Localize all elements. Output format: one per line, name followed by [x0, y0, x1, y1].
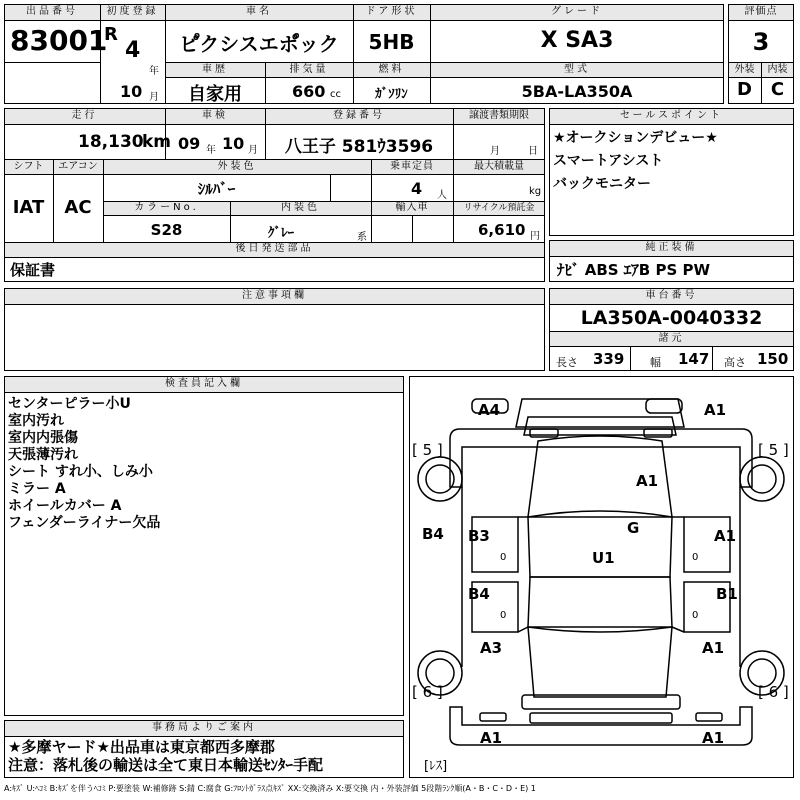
shift-label: シフト: [13, 161, 44, 172]
interior-color: ｸﾞﾚｰ: [268, 226, 294, 241]
damage-mark: A3: [480, 639, 503, 657]
legend: A:ｷｽﾞ U:ﾍｺﾐ B:ｷｽﾞを伴うﾍｺﾐ P:要塗装 W:補修跡 S:錆 C:腐食 G:ﾌﾛﾝﾄｶﾞﾗｽ点ｷｽﾞ XX:交換済み X:要交換 内・外装評価 5段階ﾗﾝｸ順(A・B・C・D・E) 1: [4, 784, 536, 793]
damage-mark: B4: [422, 525, 444, 543]
int-label: 内装: [767, 64, 788, 75]
equipment-label: 純正装備: [645, 242, 698, 253]
damage-mark: [ 5 ]: [758, 441, 789, 459]
lot-label: 出品番号: [26, 6, 78, 17]
diagram-zero: 0: [500, 610, 507, 621]
spec-label: 諸元: [658, 333, 685, 344]
int-grade: C: [770, 79, 785, 100]
history: 自家用: [188, 84, 242, 105]
inspector-block: [4, 376, 404, 716]
height-label: 高さ: [724, 356, 746, 369]
inspector-line: 室内汚れ: [8, 413, 64, 429]
notes-label: 注意事項欄: [242, 290, 307, 301]
ext-label: 外装: [734, 64, 755, 75]
name-label: 車名: [246, 6, 272, 17]
office-label: 事務局よりご案内: [152, 722, 256, 733]
displacement: 660: [292, 82, 326, 101]
damage-mark: A4: [478, 401, 501, 419]
displacement-unit: cc: [330, 89, 341, 100]
length: 339: [593, 350, 625, 368]
transfer-month-unit: 月: [490, 146, 500, 157]
interior-unit: 系: [357, 232, 367, 243]
inspector-line: ミラー A: [8, 481, 66, 497]
width: 147: [678, 350, 710, 368]
displacement-label: 排気量: [289, 64, 329, 75]
diagram-zero: 0: [500, 552, 507, 563]
damage-mark: [ 5 ]: [412, 441, 443, 459]
sales-label: セールスポイント: [619, 110, 724, 121]
office-line: ★多摩ヤード★出品車は東京都西多摩郡: [8, 738, 275, 756]
inspect-month: 10: [222, 134, 245, 153]
color-label: 外装色: [217, 161, 257, 172]
door-type: 5HB: [368, 30, 415, 54]
car-diagram: [409, 376, 794, 778]
inspector-label: 検査員記入欄: [165, 378, 243, 389]
damage-mark: [ 6 ]: [758, 683, 789, 701]
recycle-label: リサイクル預託金: [463, 203, 535, 213]
grade: X SA3: [540, 28, 614, 53]
inspector-line: 天張薄汚れ: [8, 447, 78, 463]
ac: AC: [64, 197, 92, 218]
width-label: 幅: [650, 356, 661, 369]
capacity: 4: [411, 179, 423, 198]
inspector-line: ホイールカバー A: [8, 498, 122, 514]
car-outline: [410, 377, 792, 776]
equipment: ﾅﾋﾞ ABS ｴｱB PS PW: [557, 261, 711, 279]
sales-line: ★オークションデビュー★: [553, 130, 718, 146]
height: 150: [757, 350, 789, 368]
inspect-year: 09: [178, 134, 201, 153]
damage-mark: A1: [714, 527, 737, 545]
colorno-label: カラーNo.: [134, 202, 199, 213]
reg-month: 10: [120, 82, 143, 101]
car-name: ピ゚クシスエポ゚ック: [179, 32, 339, 56]
body-color: ｼﾙﾊﾞｰ: [197, 180, 236, 198]
damage-mark: B3: [468, 527, 490, 545]
transfer-day-unit: 日: [528, 146, 538, 157]
history-label: 車歴: [202, 64, 228, 75]
capacity-unit: 人: [437, 190, 447, 201]
fuel-label: 燃料: [378, 64, 405, 75]
grade-label: グレード: [551, 6, 603, 17]
reg-era: R: [104, 24, 118, 45]
ext-grade: D: [737, 79, 752, 100]
inspect-month-unit: 月: [248, 145, 258, 156]
reg-label: 初度登録: [106, 6, 159, 17]
model: 5BA-LA350A: [521, 82, 633, 101]
mileage-label: 走行: [71, 110, 98, 121]
recycle-fee: 6,610: [478, 221, 526, 239]
recycle-unit: 円: [530, 231, 540, 242]
plate-number: 八王子 581ｳ3596: [284, 137, 434, 157]
diagram-zero: 0: [692, 610, 699, 621]
shift: IAT: [12, 197, 45, 218]
inspector-line: シート すれ小、しみ小: [8, 464, 153, 480]
import-label: 輸入車: [395, 202, 429, 213]
damage-mark: A1: [636, 472, 659, 490]
inspector-line: 室内内張傷: [8, 430, 78, 446]
later-label: 後日発送部品: [235, 243, 314, 254]
sales-line: スマートアシスト: [553, 153, 664, 169]
model-label: 型式: [564, 64, 590, 75]
capacity-label: 乗車定員: [390, 161, 434, 172]
door-label: ドア形状: [365, 6, 418, 17]
interior-label: 内装色: [281, 202, 320, 213]
damage-mark: A1: [480, 729, 503, 747]
chassis-number: LA350A-0040332: [580, 307, 763, 329]
sales-block: [549, 108, 794, 236]
sales-line: バックモニター: [553, 176, 651, 192]
fuel: ｶﾞｿﾘﾝ: [375, 87, 408, 102]
score: 3: [752, 28, 770, 56]
transfer-label: 譲渡書類期限: [469, 110, 529, 121]
damage-mark: U1: [592, 549, 615, 567]
damage-mark: A1: [702, 729, 725, 747]
inspect-year-unit: 年: [206, 145, 216, 156]
lot-number: 83001: [10, 24, 108, 57]
mileage: 18,130: [78, 132, 144, 152]
length-label: 長さ: [556, 356, 578, 369]
load-label: 最大積載量: [474, 161, 524, 172]
inspector-line: フェンダーライナー欠品: [8, 515, 161, 531]
mileage-unit: km: [142, 132, 172, 152]
damage-mark: [ 6 ]: [412, 683, 443, 701]
score-label: 評価点: [744, 6, 778, 17]
damage-mark: G: [627, 519, 640, 537]
reg-year-unit: 年: [149, 66, 159, 77]
inspector-line: センターピラー小U: [8, 396, 131, 412]
damage-mark: B1: [716, 585, 738, 603]
ac-label: エアコン: [58, 161, 98, 172]
diagram-zero: 0: [692, 552, 699, 563]
plate-label: 登録番号: [333, 110, 385, 121]
reg-year: 4: [125, 38, 141, 63]
inspect-label: 車検: [202, 110, 228, 121]
chassis-label: 車台番号: [645, 290, 698, 301]
damage-mark: B4: [468, 585, 490, 603]
color-number: S28: [150, 221, 183, 239]
damage-mark: A1: [704, 401, 727, 419]
reg-month-unit: 月: [149, 92, 159, 103]
damage-mark: A1: [702, 639, 725, 657]
load-unit: kg: [529, 186, 542, 197]
damage-mark: [ﾚｽ]: [424, 759, 448, 774]
later-parts: 保証書: [10, 261, 56, 279]
office-line: 注意：落札後の輸送は全て東日本輸送ｾﾝﾀｰ手配: [8, 756, 324, 774]
